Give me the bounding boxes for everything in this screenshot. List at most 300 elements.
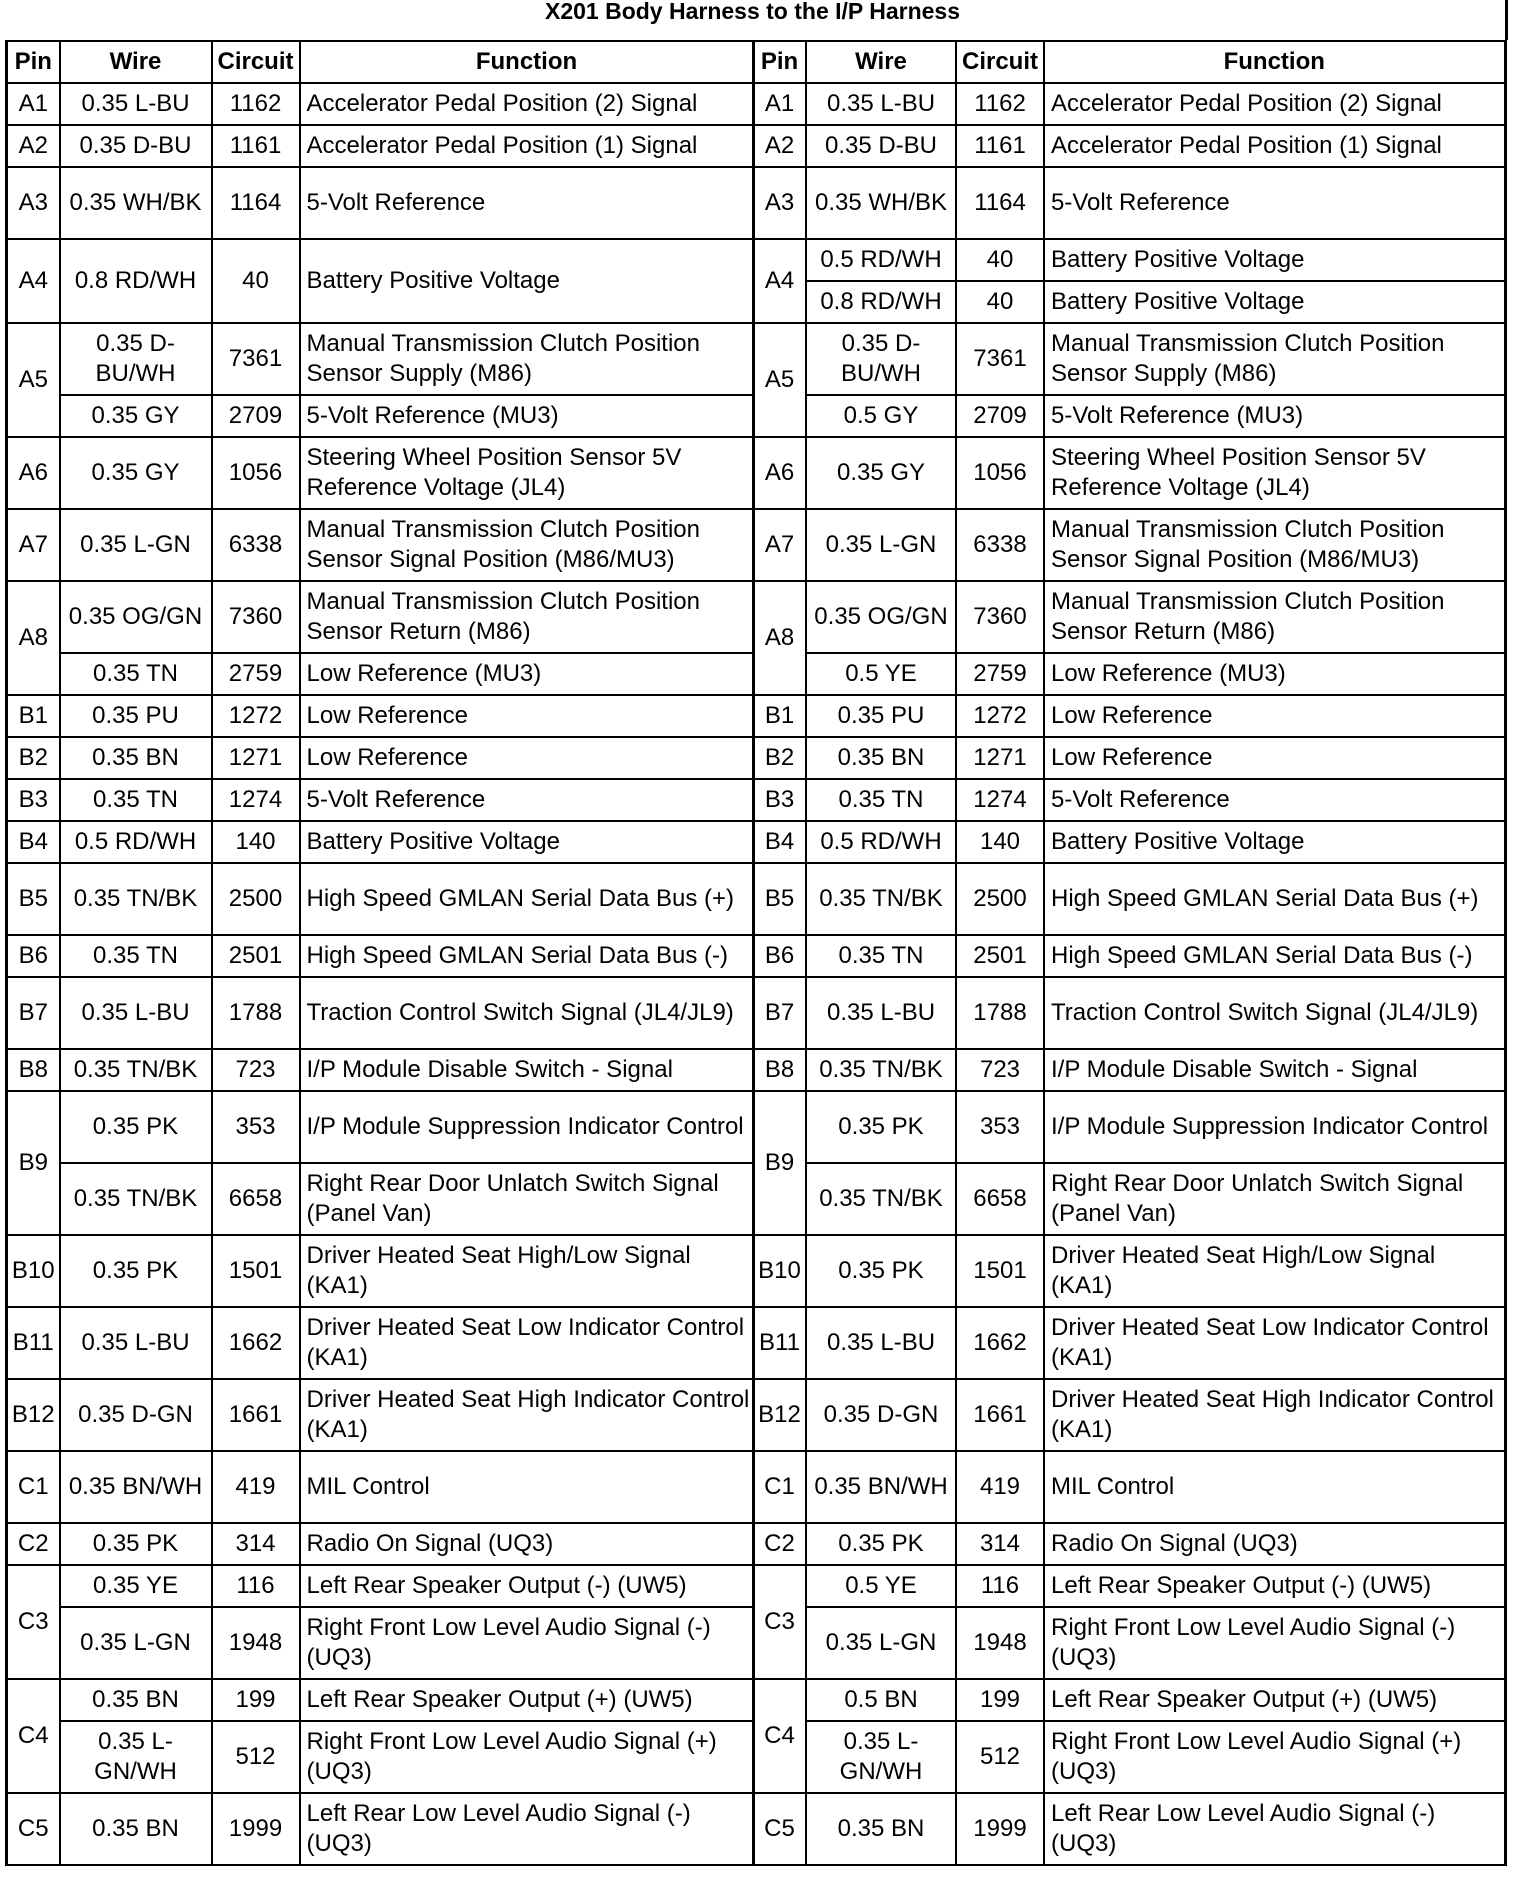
cell-circuit: 40 [956,239,1044,281]
header-pin: Pin [753,41,806,83]
cell-function: Left Rear Speaker Output (+) (UW5) [300,1679,754,1721]
cell-circuit: 116 [212,1565,300,1607]
cell-circuit: 6338 [956,509,1044,581]
cell-pin: B11 [753,1307,806,1379]
cell-function: Manual Transmission Clutch Position Sensor Return (M86) [300,581,754,653]
table-row [753,83,1505,125]
cell-function: Traction Control Switch Signal (JL4/JL9) [300,977,754,1049]
cell-wire: 0.35 D-BU/WH [60,323,212,395]
table-row [7,1049,754,1091]
cell-wire: 0.8 RD/WH [806,281,956,323]
table-row [753,1721,1505,1793]
cell-wire: 0.35 D-GN [806,1379,956,1451]
cell-function: Steering Wheel Position Sensor 5V Reference Voltage (JL4) [1044,437,1505,509]
cell-function: Left Rear Low Level Audio Signal (-) (UQ3) [1044,1793,1505,1865]
cell-pin: B5 [753,863,806,935]
cell-pin: B6 [753,935,806,977]
table-row [753,239,1505,281]
header-circuit: Circuit [956,41,1044,83]
cell-wire: 0.35 WH/BK [60,167,212,239]
cell-circuit: 1056 [212,437,300,509]
cell-pin: B12 [753,1379,806,1451]
cell-circuit: 419 [212,1451,300,1523]
cell-function: 5-Volt Reference (MU3) [300,395,754,437]
cell-circuit: 7360 [956,581,1044,653]
cell-function: Manual Transmission Clutch Position Sensor Supply (M86) [1044,323,1505,395]
cell-pin: B8 [7,1049,60,1091]
cell-circuit: 1161 [956,125,1044,167]
cell-wire: 0.35 GY [60,395,212,437]
cell-pin: B2 [7,737,60,779]
cell-function: Manual Transmission Clutch Position Sensor Signal Position (M86/MU3) [1044,509,1505,581]
header-wire: Wire [60,41,212,83]
cell-circuit: 140 [212,821,300,863]
cell-wire: 0.5 BN [806,1679,956,1721]
cell-wire: 0.35 L-GN [806,1607,956,1679]
table-row [7,395,754,437]
cell-function: Right Front Low Level Audio Signal (+) (UQ3) [300,1721,754,1793]
cell-circuit: 116 [956,1565,1044,1607]
table-row [7,935,754,977]
cell-pin: B2 [753,737,806,779]
cell-pin: A4 [753,239,806,323]
cell-pin: A5 [7,323,60,437]
cell-pin: B6 [7,935,60,977]
cell-circuit: 6658 [956,1163,1044,1235]
cell-wire: 0.35 TN/BK [60,1049,212,1091]
table-row [753,1451,1505,1523]
cell-wire: 0.5 YE [806,653,956,695]
table-row [7,323,754,395]
cell-wire: 0.35 D-BU [806,125,956,167]
cell-wire: 0.35 BN/WH [806,1451,956,1523]
cell-wire: 0.35 GY [806,437,956,509]
cell-circuit: 199 [212,1679,300,1721]
table-row [7,1235,754,1307]
table-row [753,1235,1505,1307]
table-row [7,581,754,653]
cell-circuit: 199 [956,1679,1044,1721]
cell-circuit: 353 [956,1091,1044,1163]
cell-circuit: 1661 [956,1379,1044,1451]
cell-pin: B5 [7,863,60,935]
cell-wire: 0.5 GY [806,395,956,437]
cell-circuit: 1999 [956,1793,1044,1865]
table-row [753,509,1505,581]
table-row [7,1379,754,1451]
cell-function: Low Reference [300,737,754,779]
cell-wire: 0.35 PU [806,695,956,737]
cell-circuit: 512 [212,1721,300,1793]
cell-pin: B4 [7,821,60,863]
pinout-rows-left [7,83,754,1865]
cell-circuit: 1999 [212,1793,300,1865]
cell-wire: 0.5 YE [806,1565,956,1607]
table-row [7,977,754,1049]
cell-wire: 0.35 YE [60,1565,212,1607]
cell-pin: A1 [753,83,806,125]
cell-function: Driver Heated Seat High Indicator Control (KA1) [300,1379,754,1451]
cell-circuit: 1274 [956,779,1044,821]
table-row [7,239,754,323]
cell-function: Radio On Signal (UQ3) [300,1523,754,1565]
cell-pin: C2 [7,1523,60,1565]
table-row [7,1451,754,1523]
cell-circuit: 1272 [956,695,1044,737]
table-row [7,1793,754,1865]
cell-function: Driver Heated Seat Low Indicator Control (KA1) [300,1307,754,1379]
table-row [753,935,1505,977]
pinout-table-left [5,40,755,1866]
cell-function: Manual Transmission Clutch Position Sensor Signal Position (M86/MU3) [300,509,754,581]
table-row [753,1523,1505,1565]
cell-function: MIL Control [300,1451,754,1523]
cell-function: Low Reference (MU3) [300,653,754,695]
cell-circuit: 512 [956,1721,1044,1793]
cell-circuit: 6658 [212,1163,300,1235]
cell-wire: 0.35 TN/BK [806,863,956,935]
cell-function: Accelerator Pedal Position (1) Signal [1044,125,1505,167]
cell-circuit: 723 [956,1049,1044,1091]
cell-function: Accelerator Pedal Position (2) Signal [1044,83,1505,125]
cell-circuit: 140 [956,821,1044,863]
table-row [753,863,1505,935]
table-row [753,1307,1505,1379]
cell-wire: 0.35 L-GN/WH [806,1721,956,1793]
cell-circuit: 40 [956,281,1044,323]
cell-circuit: 1948 [212,1607,300,1679]
cell-pin: A1 [7,83,60,125]
cell-circuit: 2501 [212,935,300,977]
cell-wire: 0.35 L-GN [60,1607,212,1679]
cell-wire: 0.35 D-BU [60,125,212,167]
cell-wire: 0.35 TN [806,935,956,977]
cell-wire: 0.35 OG/GN [806,581,956,653]
cell-circuit: 1274 [212,779,300,821]
cell-pin: A8 [7,581,60,695]
cell-function: Low Reference [1044,695,1505,737]
cell-function: I/P Module Suppression Indicator Control [300,1091,754,1163]
cell-circuit: 1661 [212,1379,300,1451]
table-row [7,1607,754,1679]
cell-wire: 0.8 RD/WH [60,239,212,323]
cell-wire: 0.35 PU [60,695,212,737]
cell-pin: B1 [753,695,806,737]
cell-pin: C5 [7,1793,60,1865]
pinout-table-right [752,40,1507,1866]
cell-wire: 0.35 L-BU [806,83,956,125]
header-row [7,41,754,83]
cell-wire: 0.35 L-GN [60,509,212,581]
table-row [753,737,1505,779]
cell-circuit: 7361 [956,323,1044,395]
table-row [7,1721,754,1793]
table-row [753,695,1505,737]
table-row [753,323,1505,395]
table-row [753,167,1505,239]
cell-function: Right Rear Door Unlatch Switch Signal (Panel Van) [1044,1163,1505,1235]
cell-circuit: 1788 [956,977,1044,1049]
table-row [753,1679,1505,1721]
cell-function: Accelerator Pedal Position (2) Signal [300,83,754,125]
cell-wire: 0.35 WH/BK [806,167,956,239]
cell-circuit: 2500 [956,863,1044,935]
cell-circuit: 1056 [956,437,1044,509]
cell-circuit: 1164 [956,167,1044,239]
cell-function: Battery Positive Voltage [1044,281,1505,323]
table-row [753,1565,1505,1607]
cell-circuit: 1662 [956,1307,1044,1379]
cell-function: Radio On Signal (UQ3) [1044,1523,1505,1565]
cell-function: I/P Module Disable Switch - Signal [300,1049,754,1091]
cell-pin: A2 [7,125,60,167]
table-row [7,167,754,239]
cell-pin: B10 [7,1235,60,1307]
cell-wire: 0.35 BN/WH [60,1451,212,1523]
cell-function: High Speed GMLAN Serial Data Bus (+) [1044,863,1505,935]
cell-function: 5-Volt Reference [300,167,754,239]
header-row [753,41,1505,83]
cell-wire: 0.35 TN/BK [60,863,212,935]
table-row [753,1049,1505,1091]
cell-function: Manual Transmission Clutch Position Sensor Return (M86) [1044,581,1505,653]
table-row [7,821,754,863]
cell-wire: 0.35 D-GN [60,1379,212,1451]
table-row [7,737,754,779]
cell-wire: 0.5 RD/WH [806,821,956,863]
cell-pin: B9 [7,1091,60,1235]
cell-circuit: 1272 [212,695,300,737]
cell-circuit: 1788 [212,977,300,1049]
cell-pin: C5 [753,1793,806,1865]
cell-function: I/P Module Suppression Indicator Control [1044,1091,1505,1163]
cell-pin: C1 [7,1451,60,1523]
cell-function: 5-Volt Reference (MU3) [1044,395,1505,437]
cell-pin: A5 [753,323,806,437]
cell-pin: B1 [7,695,60,737]
table-row [753,653,1505,695]
cell-function: 5-Volt Reference [300,779,754,821]
table-row [753,581,1505,653]
cell-wire: 0.35 PK [60,1235,212,1307]
header-pin: Pin [7,41,60,83]
cell-wire: 0.35 D-BU/WH [806,323,956,395]
cell-pin: B3 [7,779,60,821]
table-row [7,83,754,125]
cell-pin: A3 [753,167,806,239]
table-row [7,779,754,821]
table-row [7,1307,754,1379]
cell-wire: 0.5 RD/WH [60,821,212,863]
cell-wire: 0.35 BN [60,1679,212,1721]
cell-circuit: 2759 [212,653,300,695]
cell-wire: 0.35 TN [60,779,212,821]
cell-wire: 0.35 L-GN [806,509,956,581]
table-row [7,695,754,737]
cell-function: Right Front Low Level Audio Signal (-) (UQ3) [1044,1607,1505,1679]
header-function: Function [1044,41,1505,83]
cell-circuit: 7360 [212,581,300,653]
cell-pin: A2 [753,125,806,167]
cell-wire: 0.35 L-BU [60,1307,212,1379]
cell-circuit: 40 [212,239,300,323]
cell-circuit: 2501 [956,935,1044,977]
cell-circuit: 1501 [956,1235,1044,1307]
cell-circuit: 2500 [212,863,300,935]
cell-function: MIL Control [1044,1451,1505,1523]
table-row [7,509,754,581]
cell-function: High Speed GMLAN Serial Data Bus (+) [300,863,754,935]
cell-function: Steering Wheel Position Sensor 5V Reference Voltage (JL4) [300,437,754,509]
cell-function: Left Rear Speaker Output (-) (UW5) [300,1565,754,1607]
cell-circuit: 314 [956,1523,1044,1565]
table-row [753,779,1505,821]
table-row [753,437,1505,509]
cell-circuit: 2709 [212,395,300,437]
cell-pin: B12 [7,1379,60,1451]
cell-function: Right Front Low Level Audio Signal (-) (UQ3) [300,1607,754,1679]
cell-function: Low Reference [1044,737,1505,779]
cell-circuit: 1271 [956,737,1044,779]
cell-function: Driver Heated Seat High Indicator Control (KA1) [1044,1379,1505,1451]
cell-pin: B10 [753,1235,806,1307]
pinout-rows-right [753,83,1505,1865]
header-function: Function [300,41,754,83]
cell-pin: A4 [7,239,60,323]
cell-circuit: 2759 [956,653,1044,695]
cell-pin: A6 [753,437,806,509]
cell-circuit: 723 [212,1049,300,1091]
cell-wire: 0.35 BN [806,737,956,779]
cell-wire: 0.35 L-BU [806,1307,956,1379]
cell-circuit: 1164 [212,167,300,239]
table-row [7,1091,754,1163]
cell-circuit: 1662 [212,1307,300,1379]
cell-circuit: 1271 [212,737,300,779]
cell-pin: A7 [753,509,806,581]
cell-function: Manual Transmission Clutch Position Sensor Supply (M86) [300,323,754,395]
cell-wire: 0.35 PK [60,1523,212,1565]
cell-function: Battery Positive Voltage [300,239,754,323]
page-title: X201 Body Harness to the I/P Harness [0,0,1508,40]
cell-wire: 0.35 PK [806,1091,956,1163]
table-row [7,1163,754,1235]
header-wire: Wire [806,41,956,83]
cell-function: Left Rear Speaker Output (+) (UW5) [1044,1679,1505,1721]
table-row [7,653,754,695]
cell-function: Accelerator Pedal Position (1) Signal [300,125,754,167]
cell-function: Low Reference [300,695,754,737]
cell-wire: 0.35 PK [806,1235,956,1307]
cell-circuit: 1501 [212,1235,300,1307]
cell-function: 5-Volt Reference [1044,167,1505,239]
cell-pin: B3 [753,779,806,821]
cell-wire: 0.35 OG/GN [60,581,212,653]
cell-pin: A8 [753,581,806,695]
cell-circuit: 1162 [212,83,300,125]
cell-circuit: 353 [212,1091,300,1163]
cell-function: Low Reference (MU3) [1044,653,1505,695]
cell-circuit: 1162 [956,83,1044,125]
table-row [7,437,754,509]
cell-wire: 0.35 L-GN/WH [60,1721,212,1793]
cell-wire: 0.35 GY [60,437,212,509]
table-row [753,1091,1505,1163]
cell-pin: C1 [753,1451,806,1523]
cell-function: Driver Heated Seat Low Indicator Control (KA1) [1044,1307,1505,1379]
cell-wire: 0.35 TN [60,935,212,977]
table-row [753,977,1505,1049]
table-row [753,1379,1505,1451]
cell-pin: C3 [7,1565,60,1679]
table-row [7,1565,754,1607]
cell-wire: 0.35 TN [60,653,212,695]
cell-function: 5-Volt Reference [1044,779,1505,821]
cell-pin: A3 [7,167,60,239]
cell-pin: A7 [7,509,60,581]
cell-circuit: 6338 [212,509,300,581]
cell-function: Right Front Low Level Audio Signal (+) (UQ3) [1044,1721,1505,1793]
cell-pin: A6 [7,437,60,509]
cell-function: Driver Heated Seat High/Low Signal (KA1) [1044,1235,1505,1307]
cell-wire: 0.35 TN/BK [60,1163,212,1235]
cell-circuit: 314 [212,1523,300,1565]
table-row [753,821,1505,863]
cell-function: Battery Positive Voltage [300,821,754,863]
cell-pin: B9 [753,1091,806,1235]
cell-wire: 0.35 BN [60,737,212,779]
table-row [7,1523,754,1565]
cell-function: Left Rear Low Level Audio Signal (-) (UQ3) [300,1793,754,1865]
cell-function: High Speed GMLAN Serial Data Bus (-) [1044,935,1505,977]
cell-wire: 0.35 TN [806,779,956,821]
cell-wire: 0.35 BN [806,1793,956,1865]
cell-circuit: 7361 [212,323,300,395]
cell-function: Traction Control Switch Signal (JL4/JL9) [1044,977,1505,1049]
cell-wire: 0.35 TN/BK [806,1163,956,1235]
cell-circuit: 1948 [956,1607,1044,1679]
cell-function: Battery Positive Voltage [1044,821,1505,863]
table-row [753,125,1505,167]
cell-circuit: 2709 [956,395,1044,437]
table-row [753,395,1505,437]
cell-pin: C2 [753,1523,806,1565]
header-circuit: Circuit [212,41,300,83]
cell-pin: C4 [7,1679,60,1793]
cell-wire: 0.35 PK [806,1523,956,1565]
table-row [753,1607,1505,1679]
table-row [753,281,1505,323]
cell-pin: C4 [753,1679,806,1793]
table-row [7,125,754,167]
table-row [753,1163,1505,1235]
cell-wire: 0.35 L-BU [60,83,212,125]
table-row [7,863,754,935]
cell-circuit: 1161 [212,125,300,167]
cell-pin: B11 [7,1307,60,1379]
cell-pin: C3 [753,1565,806,1679]
cell-function: I/P Module Disable Switch - Signal [1044,1049,1505,1091]
cell-pin: B7 [753,977,806,1049]
cell-wire: 0.35 BN [60,1793,212,1865]
cell-wire: 0.35 L-BU [60,977,212,1049]
cell-pin: B4 [753,821,806,863]
cell-wire: 0.35 TN/BK [806,1049,956,1091]
table-row [753,1793,1505,1865]
cell-wire: 0.5 RD/WH [806,239,956,281]
cell-function: Left Rear Speaker Output (-) (UW5) [1044,1565,1505,1607]
cell-wire: 0.35 PK [60,1091,212,1163]
